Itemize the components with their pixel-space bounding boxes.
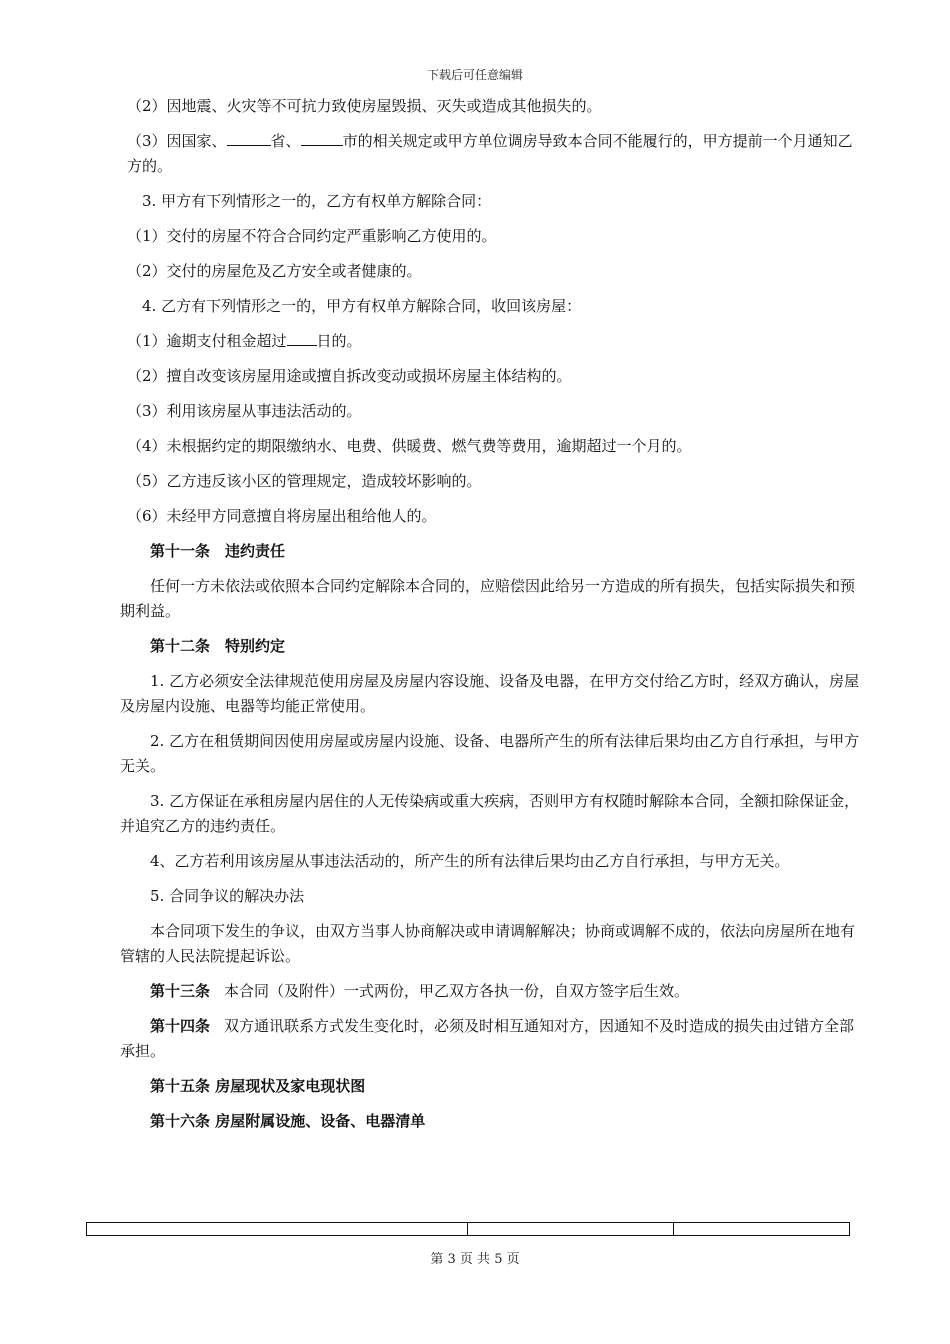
clause-3-1: （1）交付的房屋不符合合同约定严重影响乙方使用的。 — [127, 227, 497, 245]
page-footer: 第 3 页 共 5 页 — [430, 1252, 520, 1267]
clause-2-3 — [127, 129, 860, 179]
article-16-title: 第十六条 房屋附属设施、设备、电器清单 — [150, 1112, 426, 1130]
article-11-title: 第十一条 违约责任 — [150, 542, 286, 560]
clause-4: 4. 乙方有下列情形之一的，甲方有权单方解除合同，收回该房屋： — [142, 297, 582, 315]
clause-4-3: （3）利用该房屋从事违法活动的。 — [127, 402, 362, 420]
article-12-item-5: 5. 合同争议的解决办法 — [150, 887, 305, 905]
article-12-item-2: 2. 乙方在租赁期间因使用房屋或房屋内设施、设备、电器所产生的所有法律后果均由乙方自行承担，与甲方无关。 — [120, 732, 860, 775]
clause-text: （3）因国家、 — [127, 132, 227, 150]
article-15-title: 第十五条 房屋现状及家电现状图 — [150, 1077, 366, 1095]
article-14-body: 双方通讯联系方式发生变化时，必须及时相互通知对方，因通知不及时造成的损失由过错方全部承担。 — [120, 1017, 855, 1060]
article-14 — [120, 1014, 860, 1064]
blank-city[interactable] — [301, 130, 343, 146]
appliance-table-header-row — [86, 1222, 850, 1236]
clause-text: 日的。 — [316, 332, 362, 350]
article-12-item-1: 1. 乙方必须安全法律规范使用房屋及房屋内容设施、设备及电器，在甲方交付给乙方时，经双方确认，房屋及房屋内设施、电器等均能正常使用。 — [120, 672, 860, 715]
article-14-title: 第十四条 — [150, 1017, 211, 1035]
clause-4-2: （2）擅自改变该房屋用途或擅自拆改变动或损坏房屋主体结构的。 — [127, 367, 572, 385]
clause-text: 市的相关规定或甲方单位调房导致本合同不能履行的，甲方提前一个月通知乙方的。 — [127, 132, 853, 175]
article-12-item-5-body: 本合同项下发生的争议，由双方当事人协商解决或申请调解解决；协商或调解不成的，依法向房屋所在地有管辖的人民法院提起诉讼。 — [120, 922, 856, 965]
article-13-body: 本合同（及附件）一式两份，甲乙双方各执一份，自双方签字后生效。 — [224, 982, 690, 1000]
clause-4-6: （6）未经甲方同意擅自将房屋出租给他人的。 — [127, 507, 437, 525]
clause-4-1 — [127, 329, 860, 354]
clause-text: （1）逾期支付租金超过 — [127, 332, 287, 350]
article-12-item-3: 3. 乙方保证在承租房屋内居住的人无传染病或重大疾病，否则甲方有权随时解除本合同，全额扣除保证金，并追究乙方的违约责任。 — [120, 792, 860, 835]
table-cell-divider — [467, 1223, 468, 1235]
article-13-title: 第十三条 — [150, 982, 211, 1000]
article-12-item-4: 4、乙方若利用该房屋从事违法活动的，所产生的所有法律后果均由乙方自行承担，与甲方无关。 — [150, 852, 790, 870]
clause-2-2: （2）因地震、火灾等不可抗力致使房屋毁损、灭失或造成其他损失的。 — [127, 97, 602, 115]
table-cell-divider — [673, 1223, 674, 1235]
document-body — [120, 94, 860, 1144]
clause-3: 3. 甲方有下列情形之一的，乙方有权单方解除合同： — [142, 192, 492, 210]
blank-days[interactable] — [287, 330, 317, 346]
clause-4-5: （5）乙方违反该小区的管理规定，造成较坏影响的。 — [127, 472, 482, 490]
article-11-body: 任何一方未依法或依照本合同约定解除本合同的，应赔偿因此给另一方造成的所有损失，包括实际损失和预期利益。 — [120, 577, 856, 620]
clause-text: 省、 — [270, 132, 301, 150]
clause-3-2: （2）交付的房屋危及乙方安全或者健康的。 — [127, 262, 422, 280]
page-header: 下载后可任意编辑 — [426, 68, 523, 82]
article-13 — [120, 979, 860, 1004]
clause-4-4: （4）未根据约定的期限缴纳水、电费、供暖费、燃气费等费用，逾期超过一个月的。 — [127, 437, 692, 455]
article-12-title: 第十二条 特别约定 — [150, 637, 286, 655]
blank-province[interactable] — [227, 130, 271, 146]
